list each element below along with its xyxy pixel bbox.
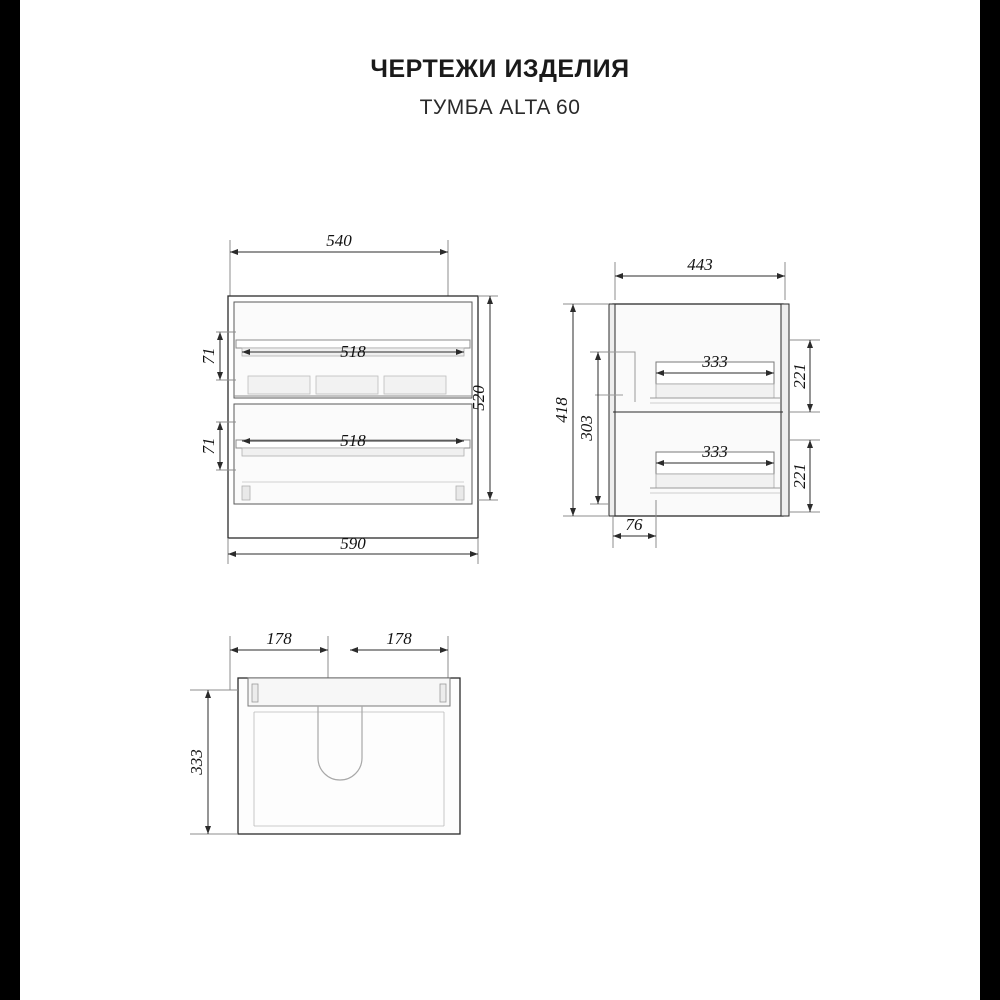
dim-side-drawer-h2: 221 xyxy=(790,463,809,489)
page-title: ЧЕРТЕЖИ ИЗДЕЛИЯ xyxy=(370,55,630,83)
drawing-sheet xyxy=(20,0,980,1000)
dimension-labels xyxy=(20,0,980,1000)
dim-front-top-width: 540 xyxy=(326,231,352,250)
dim-top-depth: 333 xyxy=(187,749,206,775)
dim-front-gap2: 71 xyxy=(199,437,218,455)
dim-front-bottom-width: 590 xyxy=(340,534,366,553)
dim-side-drawer-h1: 221 xyxy=(790,363,809,389)
dim-side-height-inner: 303 xyxy=(577,415,596,441)
dim-front-drawer1: 518 xyxy=(340,342,366,361)
page-subtitle: ТУМБА ALTA 60 xyxy=(419,96,581,119)
dim-top-left-span: 178 xyxy=(266,629,292,648)
dim-front-gap1: 71 xyxy=(199,347,218,365)
dim-side-inner1: 333 xyxy=(702,352,728,371)
dim-front-height: 520 xyxy=(469,385,488,411)
dim-top-right-span: 178 xyxy=(386,629,412,648)
dim-front-drawer2: 518 xyxy=(340,431,366,450)
dim-side-inner2: 333 xyxy=(702,442,728,461)
dim-side-top-width: 443 xyxy=(687,255,713,274)
dim-side-offset: 76 xyxy=(625,515,643,534)
dim-side-height-total: 418 xyxy=(552,397,571,423)
